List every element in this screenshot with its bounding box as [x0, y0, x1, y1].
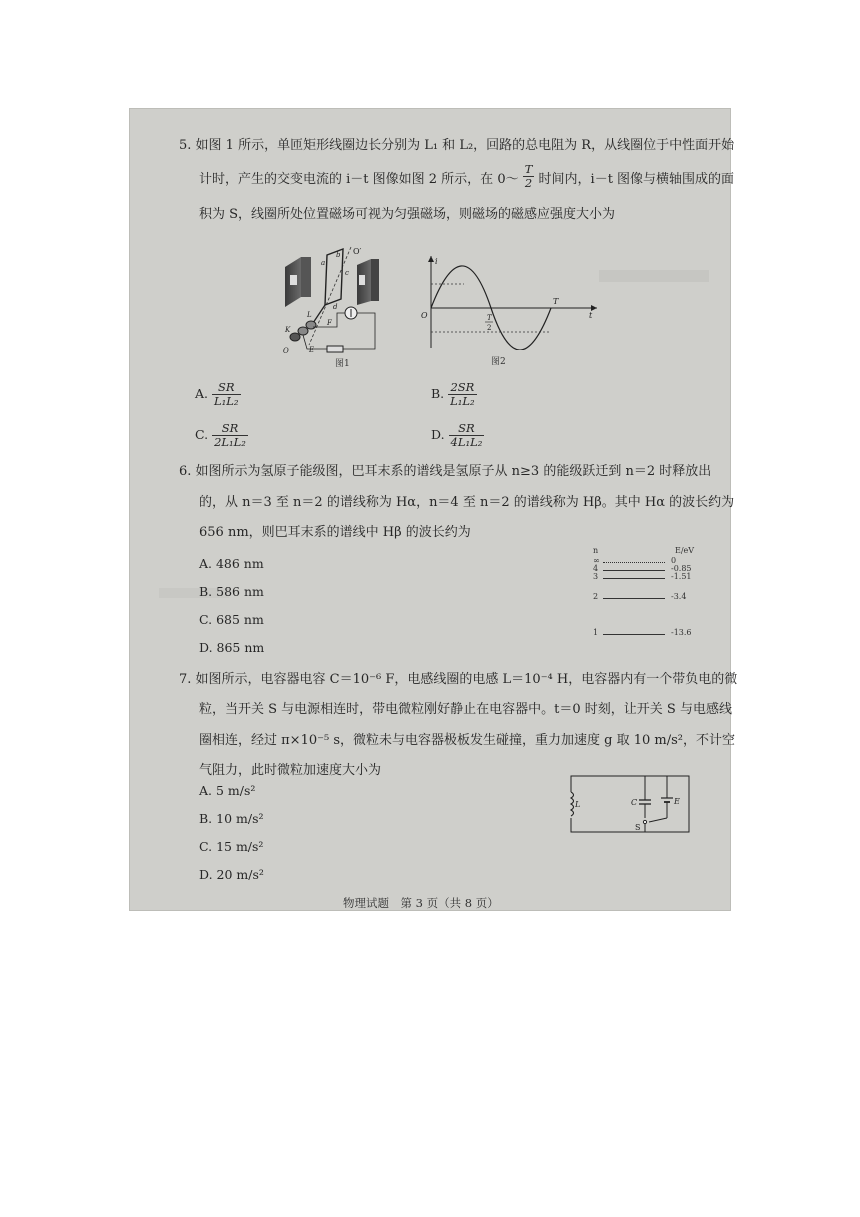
fraction-numerator: SR	[449, 422, 485, 436]
fraction-denominator: L₁L₂	[214, 394, 239, 408]
tick-t-half-num: T	[487, 314, 492, 322]
q5-inline-fraction	[523, 163, 535, 190]
q6-option-b[interactable]: B. 586 nm	[199, 584, 264, 599]
option-fraction	[212, 381, 241, 408]
q6-option-c[interactable]: C. 685 nm	[199, 612, 264, 627]
label-b: b	[336, 251, 341, 259]
level-line	[603, 562, 665, 563]
q5-line-2a: 计时，产生的交变电流的 i－t 图像如图 2 所示，在 0～	[199, 172, 519, 187]
q6-line-3: 656 nm，则巴耳末系的谱线中 Hβ 的波长约为	[199, 525, 471, 540]
level-energy: -0.85	[671, 564, 692, 573]
level-energy: -13.6	[671, 628, 692, 637]
diagram-n-header: n	[593, 546, 599, 555]
fraction-denominator: 4L₁L₂	[450, 435, 483, 449]
fraction-numerator: SR	[212, 381, 241, 395]
q7-option-b[interactable]: B. 10 m/s²	[199, 811, 264, 826]
q7-line-2: 粒，当开关 S 与电源相连时，带电微粒刚好静止在电容器中。t＝0 时刻，让开关 S 与电感线	[199, 702, 732, 717]
exam-page	[129, 108, 738, 911]
circuit-label-c: C	[631, 798, 638, 807]
fraction-denominator: L₁L₂	[450, 394, 475, 408]
q5-line-3: 积为 S，线圈所处位置磁场可视为匀强磁场，则磁场的磁感应强度大小为	[199, 207, 616, 222]
fraction-numerator: T	[524, 162, 533, 176]
q5-option-b[interactable]	[431, 381, 477, 408]
q5-line-2	[199, 162, 735, 190]
q7-line-3: 圈相连，经过 π×10⁻⁵ s，微粒未与电容器极板发生碰撞，重力加速度 g 取 10 m/s²，不计空	[199, 733, 735, 748]
q6-line-2: 的，从 n＝3 至 n＝2 的谱线称为 Hα，n＝4 至 n＝2 的谱线称为 Hβ。其中 Hα 的波长约为	[199, 495, 735, 510]
axis-label-t: t	[589, 311, 593, 320]
page-footer: 物理试题 第 3 页（共 8 页）	[343, 896, 499, 910]
level-line	[603, 598, 665, 599]
q7-line-4: 气阻力，此时微粒加速度大小为	[199, 763, 382, 778]
q7-option-c[interactable]: C. 15 m/s²	[199, 839, 264, 854]
magnet-north-face	[301, 257, 311, 297]
bleed-through-mark	[599, 270, 709, 282]
q6-option-a[interactable]: A. 486 nm	[199, 556, 264, 571]
origin-label: O	[421, 311, 428, 320]
option-letter: C.	[195, 427, 209, 442]
q5-option-c[interactable]	[195, 422, 248, 449]
level-energy: -3.4	[671, 592, 687, 601]
option-fraction	[449, 422, 485, 449]
level-n: ∞	[593, 556, 600, 565]
circuit-label-s: S	[635, 823, 641, 832]
slip-ring	[306, 321, 316, 329]
option-letter: B.	[431, 386, 445, 401]
switch-icon	[643, 820, 646, 823]
option-letter: A.	[195, 386, 209, 401]
label-l: L	[307, 311, 312, 319]
q5-option-a[interactable]	[195, 381, 241, 408]
label-d: d	[333, 303, 338, 311]
q6-energy-level-diagram	[591, 546, 711, 646]
q6-line-1: 6. 如图所示为氢原子能级图，巴耳末系的谱线是氢原子从 n≥3 的能级跃迁到 n＝2 时释放出	[179, 464, 712, 479]
circuit-label-l: L	[575, 800, 581, 809]
q7-option-a[interactable]: A. 5 m/s²	[199, 783, 256, 798]
q5-line-2b: 时间内，i－t 图像与横轴围成的面	[538, 172, 735, 187]
label-k: K	[285, 326, 291, 334]
tick-t-half-den: 2	[487, 324, 492, 332]
slip-ring	[298, 327, 308, 335]
level-n: 4	[593, 564, 599, 573]
label-o: O	[283, 347, 289, 355]
circuit-label-e: E	[674, 797, 680, 806]
level-n: 3	[593, 572, 599, 581]
level-energy: 0	[671, 556, 677, 565]
label-f: F	[327, 319, 332, 327]
q5-figure-1-generator	[279, 245, 399, 355]
q7-option-d[interactable]: D. 20 m/s²	[199, 867, 264, 882]
option-letter: D.	[431, 427, 445, 442]
label-e: E	[309, 346, 315, 354]
label-c: c	[345, 269, 349, 277]
fraction-denominator: 2	[524, 176, 533, 190]
q5-figure-2-caption: 图2	[491, 357, 506, 367]
option-fraction	[448, 381, 477, 408]
fraction-numerator: SR	[212, 422, 248, 436]
level-n: 1	[593, 628, 599, 637]
resistor-icon	[327, 346, 343, 352]
q5-figure-1-caption: 图1	[335, 359, 350, 369]
diagram-energy-header: E/eV	[675, 546, 695, 555]
q7-lc-circuit	[565, 774, 695, 838]
axis-label-i: i	[435, 257, 438, 266]
level-line	[603, 578, 665, 579]
magnet-south-face	[371, 259, 379, 301]
q5-figure-2-it-graph	[419, 254, 599, 350]
fraction-numerator: 2SR	[448, 381, 477, 395]
fraction-denominator: 2L₁L₂	[214, 435, 246, 449]
tick-t: T	[553, 297, 559, 306]
level-energy: -1.51	[671, 572, 692, 581]
q5-line-1: 5. 如图 1 所示，单匝矩形线圈边长分别为 L₁ 和 L₂，回路的总电阻为 R，从线圈位于中性面开始	[179, 138, 735, 153]
q5-option-d[interactable]	[431, 422, 484, 449]
option-fraction	[212, 422, 248, 449]
level-line	[603, 570, 665, 571]
level-n: 2	[593, 592, 599, 601]
label-a: a	[321, 259, 326, 267]
q7-line-1: 7. 如图所示，电容器电容 C＝10⁻⁶ F，电感线圈的电感 L＝10⁻⁴ H，电容器内有一个带负电的微	[179, 672, 738, 687]
level-line	[603, 634, 665, 635]
q6-option-d[interactable]: D. 865 nm	[199, 640, 265, 655]
label-o-prime: O′	[353, 247, 362, 256]
